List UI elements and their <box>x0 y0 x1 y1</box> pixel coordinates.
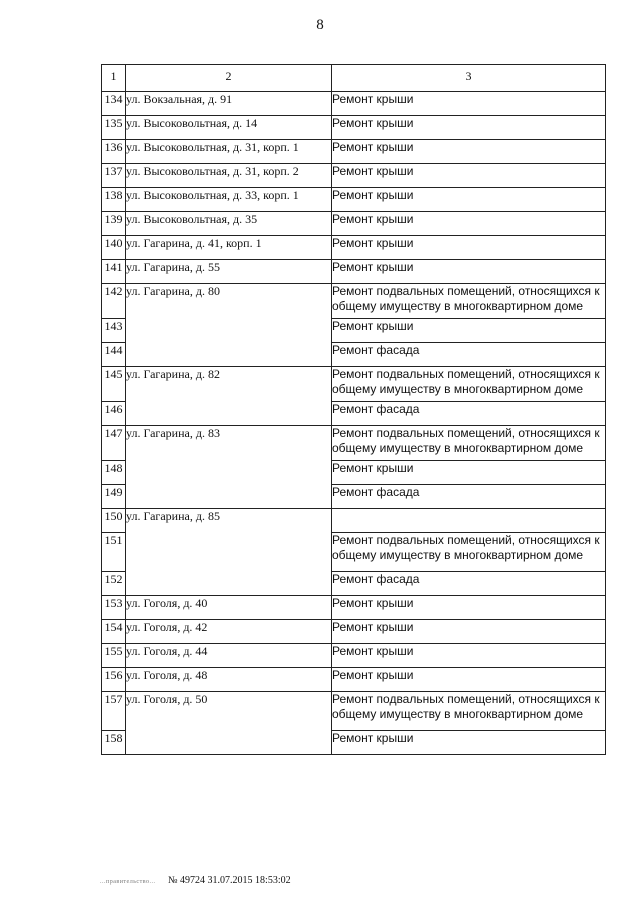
row-number: 155 <box>102 644 126 668</box>
row-number: 141 <box>102 260 126 284</box>
row-work: Ремонт крыши <box>332 188 606 212</box>
row-work: Ремонт подвальных помещений, относящихся к общему имуществу в многоквартирном доме <box>332 367 606 402</box>
table-row <box>102 509 606 533</box>
row-work: Ремонт крыши <box>332 212 606 236</box>
row-work: Ремонт крыши <box>332 731 606 755</box>
row-work: Ремонт крыши <box>332 644 606 668</box>
row-work: Ремонт фасада <box>332 402 606 426</box>
table-row <box>102 164 606 188</box>
row-number: 156 <box>102 668 126 692</box>
row-work: Ремонт крыши <box>332 236 606 260</box>
row-number: 154 <box>102 620 126 644</box>
row-number: 138 <box>102 188 126 212</box>
row-work: Ремонт фасада <box>332 572 606 596</box>
row-work: Ремонт крыши <box>332 260 606 284</box>
row-work: Ремонт фасада <box>332 343 606 367</box>
row-number: 134 <box>102 92 126 116</box>
row-work: Ремонт крыши <box>332 116 606 140</box>
table-row <box>102 188 606 212</box>
row-address: ул. Высоковольтная, д. 31, корп. 2 <box>126 164 332 188</box>
table-row <box>102 620 606 644</box>
row-address: ул. Гагарина, д. 85 <box>126 509 332 596</box>
row-work: Ремонт крыши <box>332 668 606 692</box>
registration-number: № 49724 31.07.2015 18:53:02 <box>168 875 291 886</box>
header-cell-2: 2 <box>126 65 332 92</box>
row-work: Ремонт крыши <box>332 461 606 485</box>
table-row <box>102 212 606 236</box>
table-row <box>102 236 606 260</box>
row-number: 152 <box>102 572 126 596</box>
row-address: ул. Гагарина, д. 82 <box>126 367 332 426</box>
row-number: 140 <box>102 236 126 260</box>
table-row <box>102 140 606 164</box>
row-number: 148 <box>102 461 126 485</box>
row-address: ул. Высоковольтная, д. 35 <box>126 212 332 236</box>
table-row <box>102 426 606 461</box>
row-number: 149 <box>102 485 126 509</box>
page-number: 8 <box>316 17 324 33</box>
table-row <box>102 284 606 319</box>
row-number: 147 <box>102 426 126 461</box>
table-row <box>102 692 606 731</box>
row-work: Ремонт крыши <box>332 164 606 188</box>
row-number: 145 <box>102 367 126 402</box>
row-work: Ремонт подвальных помещений, относящихся к общему имуществу в многоквартирном доме <box>332 692 606 731</box>
row-number: 144 <box>102 343 126 367</box>
table-row <box>102 92 606 116</box>
row-address: ул. Высоковольтная, д. 33, корп. 1 <box>126 188 332 212</box>
table-row <box>102 644 606 668</box>
row-work: Ремонт фасада <box>332 485 606 509</box>
row-number: 157 <box>102 692 126 731</box>
row-address: ул. Вокзальная, д. 91 <box>126 92 332 116</box>
row-number: 137 <box>102 164 126 188</box>
row-work: Ремонт подвальных помещений, относящихся к общему имуществу в многоквартирном доме <box>332 284 606 319</box>
row-address: ул. Высоковольтная, д. 14 <box>126 116 332 140</box>
row-number: 150 <box>102 509 126 533</box>
row-work: Ремонт крыши <box>332 596 606 620</box>
row-address: ул. Гоголя, д. 42 <box>126 620 332 644</box>
table-row <box>102 596 606 620</box>
works-table <box>101 64 606 755</box>
row-number: 153 <box>102 596 126 620</box>
row-number: 142 <box>102 284 126 319</box>
row-work: Ремонт крыши <box>332 92 606 116</box>
row-address: ул. Гоголя, д. 40 <box>126 596 332 620</box>
row-work: Ремонт подвальных помещений, относящихся к общему имуществу в многоквартирном доме <box>332 426 606 461</box>
row-address: ул. Гоголя, д. 48 <box>126 668 332 692</box>
header-cell-3: 3 <box>332 65 606 92</box>
row-work: Ремонт крыши <box>332 319 606 343</box>
row-work: Ремонт крыши <box>332 620 606 644</box>
document-footer <box>100 875 291 886</box>
registration-stamp: ...правительство... <box>100 879 156 885</box>
row-address: ул. Гагарина, д. 83 <box>126 426 332 509</box>
row-number: 151 <box>102 533 126 572</box>
table-row <box>102 260 606 284</box>
row-number: 146 <box>102 402 126 426</box>
row-number: 158 <box>102 731 126 755</box>
row-work: Ремонт крыши <box>332 140 606 164</box>
table-row <box>102 116 606 140</box>
row-work <box>332 509 606 533</box>
row-number: 143 <box>102 319 126 343</box>
table-row <box>102 668 606 692</box>
table-row <box>102 367 606 402</box>
table-header-row <box>102 65 606 92</box>
row-address: ул. Гагарина, д. 80 <box>126 284 332 367</box>
row-address: ул. Гагарина, д. 55 <box>126 260 332 284</box>
row-address: ул. Высоковольтная, д. 31, корп. 1 <box>126 140 332 164</box>
row-address: ул. Гагарина, д. 41, корп. 1 <box>126 236 332 260</box>
row-address: ул. Гоголя, д. 50 <box>126 692 332 755</box>
header-cell-1: 1 <box>102 65 126 92</box>
row-work: Ремонт подвальных помещений, относящихся к общему имуществу в многоквартирном доме <box>332 533 606 572</box>
row-number: 136 <box>102 140 126 164</box>
row-address: ул. Гоголя, д. 44 <box>126 644 332 668</box>
row-number: 135 <box>102 116 126 140</box>
row-number: 139 <box>102 212 126 236</box>
